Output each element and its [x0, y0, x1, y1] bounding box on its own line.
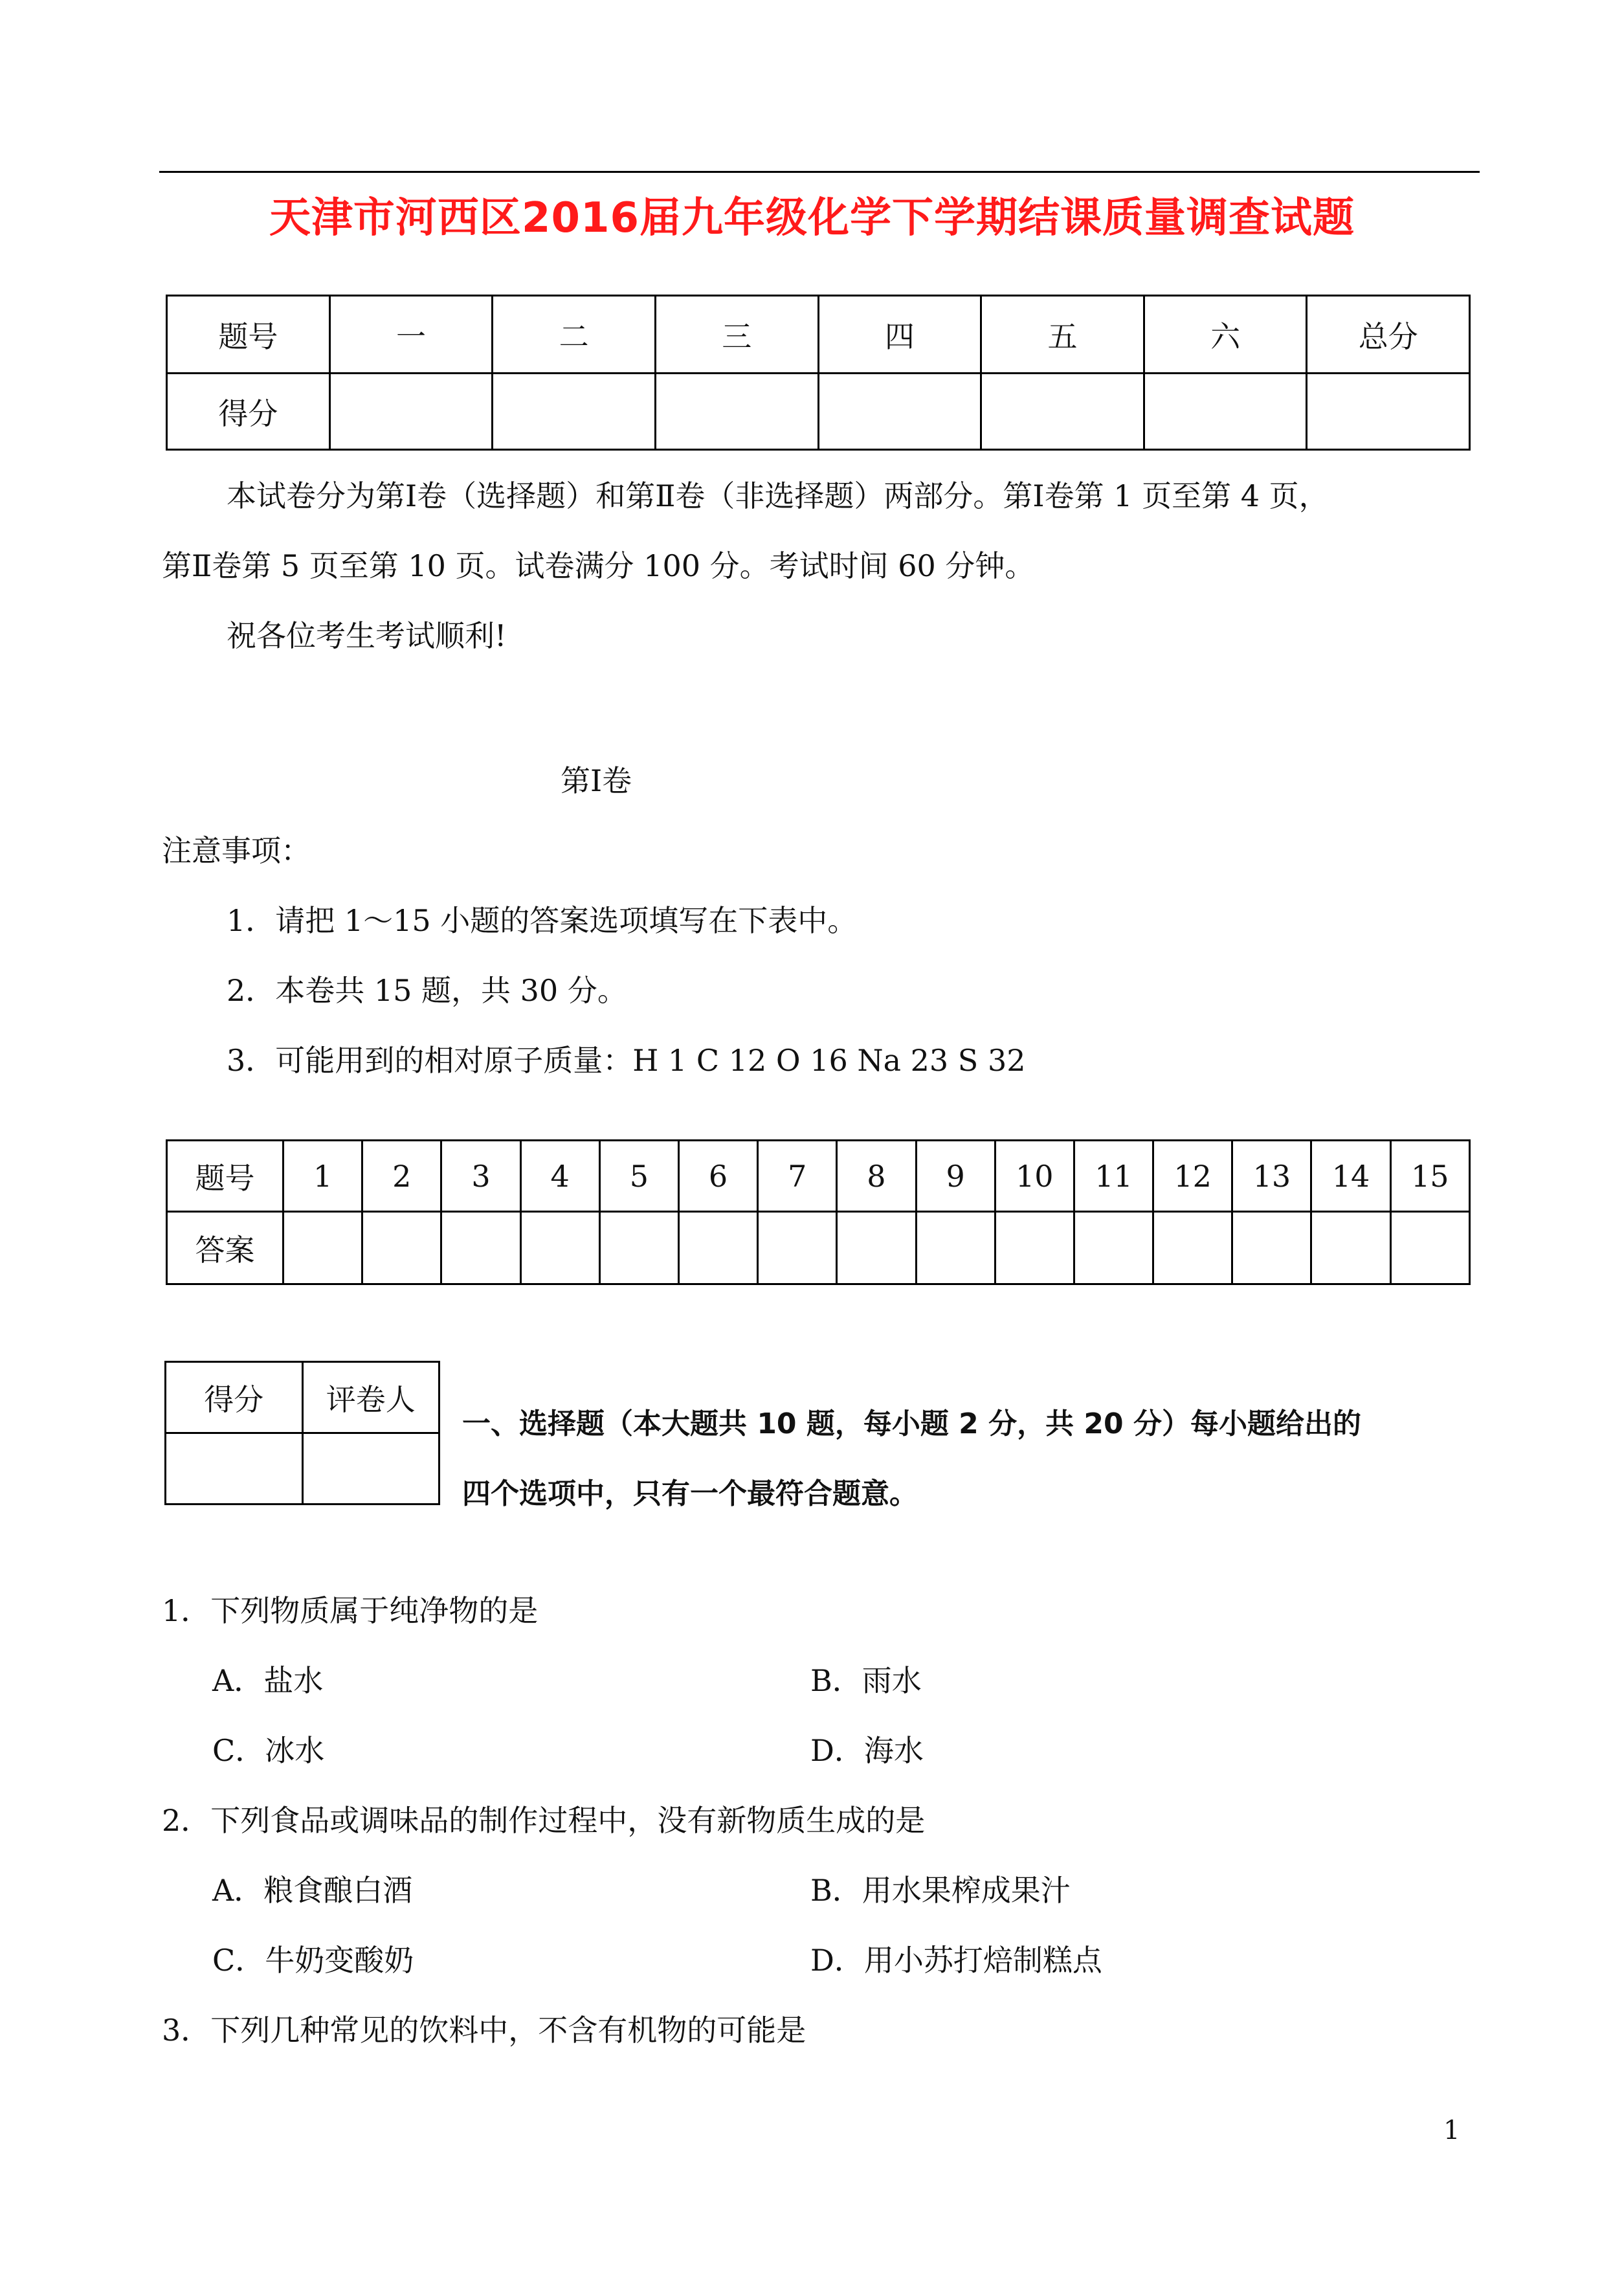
header-rule [159, 171, 1480, 173]
score-header-cell: 一 [329, 296, 493, 374]
answer-input-cell[interactable] [916, 1212, 995, 1284]
score-input-cell[interactable] [655, 374, 818, 450]
answer-number-cell: 11 [1074, 1141, 1153, 1212]
answer-number-cell: 3 [441, 1141, 520, 1212]
option: C．牛奶变酸奶 [212, 1943, 414, 1978]
score-table-header-row [167, 296, 1470, 374]
option: C．冰水 [212, 1733, 325, 1768]
score-input-cell[interactable] [981, 374, 1144, 450]
score-input-cell[interactable] [493, 374, 656, 450]
answer-input-cell[interactable] [362, 1212, 441, 1284]
intro-line-1: 本试卷分为第Ⅰ卷（选择题）和第Ⅱ卷（非选择题）两部分。第Ⅰ卷第 1 页至第 4 页， [227, 478, 1329, 513]
answer-table-answer-row [167, 1212, 1470, 1284]
answer-input-cell[interactable] [837, 1212, 916, 1284]
answer-number-cell: 7 [758, 1141, 837, 1212]
option: A．粮食酿白酒 [212, 1873, 413, 1908]
option: D．海水 [810, 1733, 924, 1768]
question-stem: 3．下列几种常见的饮料中，不含有机物的可能是 [162, 2013, 806, 2048]
grader-box [164, 1361, 440, 1505]
score-header-cell: 六 [1144, 296, 1307, 374]
section-heading: 第Ⅰ卷 [561, 763, 632, 798]
score-header-cell: 总分 [1307, 296, 1470, 374]
score-input-cell[interactable] [818, 374, 981, 450]
answer-input-cell[interactable] [284, 1212, 362, 1284]
answer-input-cell[interactable] [1074, 1212, 1153, 1284]
answer-number-cell: 1 [284, 1141, 362, 1212]
answer-input-cell[interactable] [758, 1212, 837, 1284]
grader-score-input[interactable] [166, 1433, 303, 1504]
score-input-cell[interactable] [1307, 374, 1470, 450]
answer-input-cell[interactable] [520, 1212, 599, 1284]
score-header-cell: 四 [818, 296, 981, 374]
score-header-cell: 三 [655, 296, 818, 374]
note-item: 3．可能用到的相对原子质量：H 1 C 12 O 16 Na 23 S 32 [227, 1043, 1026, 1078]
option: D．用小苏打焙制糕点 [810, 1943, 1102, 1978]
page-number: 1 [1443, 2116, 1460, 2145]
grader-box-input-row [166, 1433, 439, 1504]
answer-number-cell: 8 [837, 1141, 916, 1212]
answer-number-cell: 9 [916, 1141, 995, 1212]
wish-text: 祝各位考生考试顺利! [227, 618, 507, 653]
intro-line-2: 第Ⅱ卷第 5 页至第 10 页。试卷满分 100 分。考试时间 60 分钟。 [162, 548, 1035, 583]
answer-input-cell[interactable] [1311, 1212, 1390, 1284]
option: A．盐水 [212, 1663, 324, 1698]
answer-number-cell: 10 [995, 1141, 1074, 1212]
part-one-heading-line-2: 四个选项中，只有一个最符合题意。 [462, 1477, 918, 1510]
question-stem: 1．下列物质属于纯净物的是 [162, 1593, 539, 1628]
answer-number-cell: 6 [678, 1141, 757, 1212]
score-row-label: 得分 [167, 374, 330, 450]
score-header-cell: 二 [493, 296, 656, 374]
answer-number-cell: 4 [520, 1141, 599, 1212]
answer-number-cell: 15 [1390, 1141, 1469, 1212]
question-stem: 2．下列食品或调味品的制作过程中，没有新物质生成的是 [162, 1803, 926, 1838]
grader-name-label: 评卷人 [302, 1362, 439, 1433]
option: B．雨水 [810, 1663, 922, 1698]
answer-input-cell[interactable] [1153, 1212, 1232, 1284]
answer-number-cell: 14 [1311, 1141, 1390, 1212]
score-header-cell: 五 [981, 296, 1144, 374]
answer-number-cell: 2 [362, 1141, 441, 1212]
note-item: 1．请把 1～15 小题的答案选项填写在下表中。 [227, 903, 858, 938]
answer-table [166, 1139, 1471, 1285]
answer-header-label: 题号 [167, 1141, 284, 1212]
part-one-heading-line-1: 一、选择题（本大题共 10 题，每小题 2 分，共 20 分）每小题给出的 [462, 1407, 1361, 1440]
notes-title: 注意事项： [162, 833, 311, 868]
answer-number-cell: 13 [1232, 1141, 1311, 1212]
grader-name-input[interactable] [302, 1433, 439, 1504]
score-input-cell[interactable] [1144, 374, 1307, 450]
answer-number-cell: 5 [599, 1141, 678, 1212]
page-title: 天津市河西区2016届九年级化学下学期结课质量调查试题 [269, 194, 1355, 242]
grader-box-header-row [166, 1362, 439, 1433]
answer-number-cell: 12 [1153, 1141, 1232, 1212]
answer-input-cell[interactable] [1232, 1212, 1311, 1284]
answer-table-header-row [167, 1141, 1470, 1212]
answer-input-cell[interactable] [678, 1212, 757, 1284]
answer-input-cell[interactable] [995, 1212, 1074, 1284]
answer-input-cell[interactable] [441, 1212, 520, 1284]
score-table-score-row [167, 374, 1470, 450]
score-header-cell: 题号 [167, 296, 330, 374]
option: B．用水果榨成果汁 [810, 1873, 1071, 1908]
answer-input-cell[interactable] [1390, 1212, 1469, 1284]
grader-score-label: 得分 [166, 1362, 303, 1433]
note-item: 2．本卷共 15 题，共 30 分。 [227, 973, 627, 1008]
answer-row-label: 答案 [167, 1212, 284, 1284]
score-input-cell[interactable] [329, 374, 493, 450]
score-table [166, 295, 1471, 451]
answer-input-cell[interactable] [599, 1212, 678, 1284]
